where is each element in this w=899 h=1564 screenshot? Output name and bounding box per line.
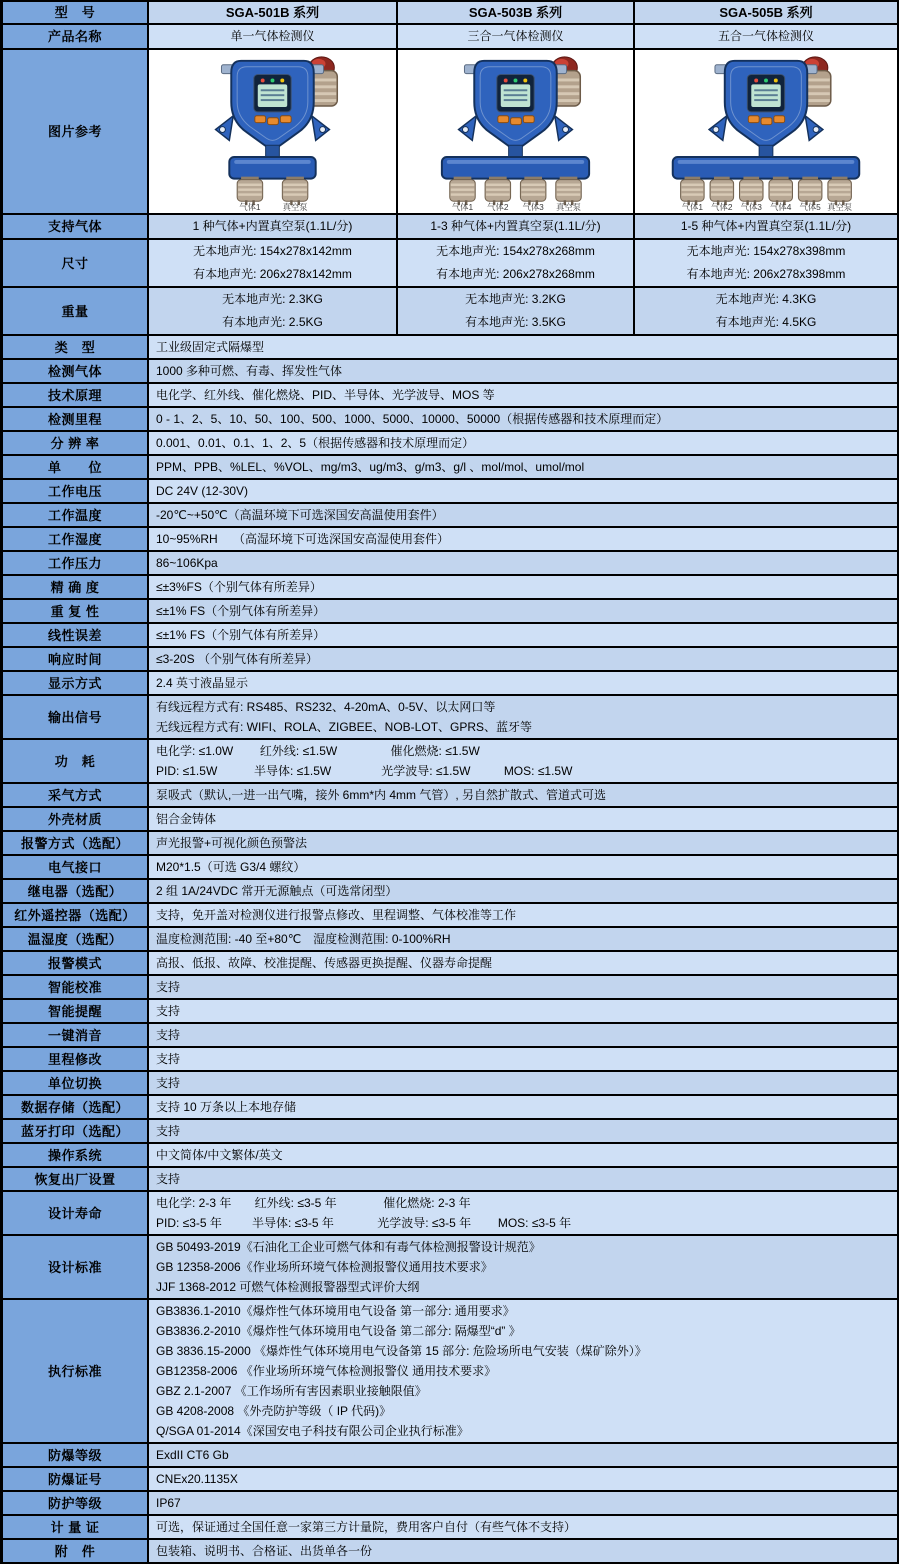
row-label: 报警模式 <box>3 952 149 974</box>
spec-value-cell <box>149 976 897 998</box>
spec-value-cell <box>149 360 897 382</box>
spec-value-line: GB3836.2-2010《爆炸性气体环境用电气设备 第二部分: 隔爆型“d” 》 <box>156 1324 521 1338</box>
table-row <box>3 740 897 784</box>
spec-value-cell <box>149 856 897 878</box>
spec-value-line: GB12358-2006 《作业场所环境气体检测报警仪 通用技术要求》 <box>156 1364 497 1378</box>
spec-value-cell <box>149 504 897 526</box>
model-series-cell <box>149 2 398 23</box>
spec-value-cell <box>149 740 897 782</box>
table-row <box>3 288 897 336</box>
spec-value-line: 2 组 1A/24VDC 常开无源触点（可选常闭型） <box>156 884 398 898</box>
spec-value-cell <box>149 480 897 502</box>
svg-text:气体3: 气体3 <box>740 202 762 212</box>
spec-value-line: 有线远程方式有: RS485、RS232、4-20mA、0-5V、以太网口等 <box>156 700 496 714</box>
model-series-cell <box>635 2 897 23</box>
cell-text: 有本地声光: 4.5KG <box>715 315 817 329</box>
spec-value-line: DC 24V (12-30V) <box>156 484 249 498</box>
row-label: 报警方式（选配） <box>3 832 149 854</box>
svg-text:气体2: 气体2 <box>711 202 733 212</box>
spec-value-cell <box>149 336 897 358</box>
row-label: 计 量 证 <box>3 1516 149 1538</box>
cell-text: 无本地声光: 4.3KG <box>715 292 817 306</box>
spec-value-cell <box>149 624 897 646</box>
cell-text: 无本地声光: 154x278x142mm <box>193 244 352 258</box>
row-label: 附 件 <box>3 1540 149 1562</box>
row-label: 外壳材质 <box>3 808 149 830</box>
spec-value-line: 86~106Kpa <box>156 556 218 570</box>
table-row <box>3 856 897 880</box>
model-value-cell <box>398 25 635 48</box>
model-value-cell <box>398 215 635 238</box>
row-label: 响应时间 <box>3 648 149 670</box>
spec-value-line: 支持 <box>156 1076 181 1090</box>
table-row <box>3 1144 897 1168</box>
row-label: 技术原理 <box>3 384 149 406</box>
row-label: 工作湿度 <box>3 528 149 550</box>
cell-text: 三合一气体检测仪 <box>467 29 564 43</box>
spec-value-line: 中文简体/中文繁体/英文 <box>156 1148 283 1162</box>
table-row <box>3 928 897 952</box>
spec-value-cell <box>149 1024 897 1046</box>
cell-text: 有本地声光: 206x278x142mm <box>193 267 352 281</box>
product-photo-cell <box>398 50 635 213</box>
table-row <box>3 408 897 432</box>
spec-value-line: CNEx20.1135X <box>156 1472 238 1486</box>
table-row <box>3 384 897 408</box>
spec-value-line: Q/SGA 01-2014《深国安电子科技有限公司企业执行标准》 <box>156 1424 469 1438</box>
row-label: 精 确 度 <box>3 576 149 598</box>
row-label: 执行标准 <box>3 1300 149 1442</box>
spec-value-line: 1000 多种可燃、有毒、挥发性气体 <box>156 364 343 378</box>
table-row <box>3 1236 897 1300</box>
spec-value-line: 0 - 1、2、5、10、50、100、500、1000、5000、10000、50000（根据传感器和技术原理而定） <box>156 412 669 426</box>
table-row <box>3 624 897 648</box>
spec-value-cell <box>149 456 897 478</box>
table-row <box>3 1492 897 1516</box>
spec-value-cell <box>149 576 897 598</box>
gas-detector-image <box>149 51 396 212</box>
spec-value-line: 支持 <box>156 1052 181 1066</box>
spec-value-cell <box>149 1168 897 1190</box>
table-row <box>3 1516 897 1540</box>
spec-value-line: 10~95%RH （高湿环境下可选深国安高湿使用套件） <box>156 532 450 546</box>
svg-text:气体1: 气体1 <box>239 202 261 212</box>
spec-value-line: 支持 <box>156 1028 181 1042</box>
row-label: 红外遥控器（选配） <box>3 904 149 926</box>
spec-value-cell <box>149 408 897 430</box>
spec-value-line: 电化学、红外线、催化燃烧、PID、半导体、光学波导、MOS 等 <box>156 388 495 402</box>
spec-value-cell <box>149 1300 897 1442</box>
spec-value-cell <box>149 1144 897 1166</box>
table-row <box>3 1444 897 1468</box>
svg-text:气体2: 气体2 <box>487 202 509 212</box>
table-row <box>3 952 897 976</box>
row-label: 重量 <box>3 288 149 334</box>
table-row <box>3 25 897 50</box>
table-row <box>3 528 897 552</box>
spec-value-cell <box>149 1444 897 1466</box>
model-value-cell <box>149 240 398 286</box>
row-label: 操作系统 <box>3 1144 149 1166</box>
spec-value-cell <box>149 1468 897 1490</box>
spec-value-cell <box>149 552 897 574</box>
spec-value-line: 高报、低报、故障、校准提醒、传感器更换提醒、仪器寿命提醒 <box>156 956 493 970</box>
cell-text: 无本地声光: 3.2KG <box>465 292 566 306</box>
row-label: 恢复出厂设置 <box>3 1168 149 1190</box>
spec-value-cell <box>149 696 897 738</box>
row-label: 显示方式 <box>3 672 149 694</box>
row-label: 工作电压 <box>3 480 149 502</box>
table-row <box>3 832 897 856</box>
gas-detector-image <box>635 51 897 212</box>
product-photo-cell <box>635 50 897 213</box>
spec-value-line: GBZ 2.1-2007 《工作场所有害因素职业接触限值》 <box>156 1384 427 1398</box>
cell-text: 无本地声光: 2.3KG <box>222 292 323 306</box>
row-label: 分 辨 率 <box>3 432 149 454</box>
row-label: 智能校准 <box>3 976 149 998</box>
table-row <box>3 784 897 808</box>
spec-value-line: ≤±1% FS（个别气体有所差异） <box>156 604 326 618</box>
table-row <box>3 1192 897 1236</box>
svg-text:气体5: 气体5 <box>799 202 821 212</box>
row-label: 采气方式 <box>3 784 149 806</box>
svg-text:气体1: 气体1 <box>681 202 704 212</box>
spec-value-cell <box>149 1236 897 1298</box>
model-value-cell <box>149 288 398 334</box>
spec-value-line: 声光报警+可视化颜色预警法 <box>156 836 308 850</box>
svg-text:气体4: 气体4 <box>770 202 792 212</box>
svg-text:真空泵: 真空泵 <box>827 202 853 212</box>
spec-value-cell <box>149 880 897 902</box>
model-value-cell <box>149 215 398 238</box>
row-label: 电气接口 <box>3 856 149 878</box>
table-row <box>3 1468 897 1492</box>
spec-value-line: 支持，免开盖对检测仪进行报警点修改、里程调整、气体校准等工作 <box>156 908 517 922</box>
spec-value-line: ≤±1% FS（个别气体有所差异） <box>156 628 326 642</box>
row-label: 检测里程 <box>3 408 149 430</box>
row-label: 产品名称 <box>3 25 149 48</box>
row-label: 类 型 <box>3 336 149 358</box>
cell-text: 有本地声光: 3.5KG <box>465 315 566 329</box>
model-value-cell <box>398 288 635 334</box>
spec-value-line: M20*1.5（可选 G3/4 螺纹） <box>156 860 306 874</box>
row-label: 防爆等级 <box>3 1444 149 1466</box>
row-label: 里程修改 <box>3 1048 149 1070</box>
table-row <box>3 1048 897 1072</box>
spec-value-cell <box>149 1120 897 1142</box>
row-label: 型 号 <box>3 2 149 23</box>
table-row <box>3 672 897 696</box>
table-row <box>3 1120 897 1144</box>
spec-value-line: 0.001、0.01、0.1、1、2、5（根据传感器和技术原理而定） <box>156 436 475 450</box>
cell-text: 1 种气体+内置真空泵(1.1L/分) <box>192 219 353 233</box>
row-label: 继电器（选配） <box>3 880 149 902</box>
spec-value-line: IP67 <box>156 1496 181 1510</box>
row-label: 支持气体 <box>3 215 149 238</box>
spec-value-line: 无线远程方式有: WIFI、ROLA、ZIGBEE、NOB-LOT、GPRS、蓝牙等 <box>156 720 533 734</box>
cell-text: SGA-501B 系列 <box>225 5 320 20</box>
spec-value-cell <box>149 1096 897 1118</box>
row-label: 防爆证号 <box>3 1468 149 1490</box>
spec-value-line: ExdII CT6 Gb <box>156 1448 229 1462</box>
gas-detector-image <box>398 51 633 212</box>
table-row <box>3 808 897 832</box>
table-row <box>3 600 897 624</box>
spec-value-cell <box>149 528 897 550</box>
spec-value-line: GB3836.1-2010《爆炸性气体环境用电气设备 第一部分: 通用要求》 <box>156 1304 515 1318</box>
spec-value-line: GB 3836.15-2000 《爆炸性气体环境用电气设备第 15 部分: 危险场所电气安装（煤矿除外）》 <box>156 1344 647 1358</box>
cell-text: 单一气体检测仪 <box>230 29 315 43</box>
spec-value-cell <box>149 384 897 406</box>
model-series-cell <box>398 2 635 23</box>
table-row <box>3 696 897 740</box>
row-label: 检测气体 <box>3 360 149 382</box>
spec-value-cell <box>149 600 897 622</box>
spec-value-line: 支持 <box>156 1172 181 1186</box>
spec-value-line: PID: ≤3-5 年 半导体: ≤3-5 年 光学波导: ≤3-5 年 MOS: ≤3-5 年 <box>156 1216 572 1230</box>
spec-value-line: 可选，保证通过全国任意一家第三方计量院，费用客户自付（有些气体不支持） <box>156 1520 577 1534</box>
cell-text: SGA-505B 系列 <box>719 5 813 20</box>
table-row <box>3 552 897 576</box>
spec-value-cell <box>149 904 897 926</box>
svg-text:气体1: 气体1 <box>451 202 474 212</box>
cell-text: 有本地声光: 206x278x268mm <box>436 267 595 281</box>
table-row <box>3 976 897 1000</box>
row-label: 设计标准 <box>3 1236 149 1298</box>
table-row <box>3 50 897 215</box>
spec-value-line: ≤±3%FS（个别气体有所差异） <box>156 580 322 594</box>
row-label: 智能提醒 <box>3 1000 149 1022</box>
table-row <box>3 576 897 600</box>
svg-text:气体3: 气体3 <box>522 202 544 212</box>
table-row <box>3 1000 897 1024</box>
table-row <box>3 215 897 240</box>
table-row <box>3 432 897 456</box>
row-label: 蓝牙打印（选配） <box>3 1120 149 1142</box>
spec-value-cell <box>149 784 897 806</box>
table-row <box>3 1096 897 1120</box>
row-label: 单位切换 <box>3 1072 149 1094</box>
row-label: 温湿度（选配） <box>3 928 149 950</box>
table-row <box>3 1168 897 1192</box>
table-row <box>3 456 897 480</box>
spec-value-cell <box>149 1072 897 1094</box>
spec-value-line: PPM、PPB、%LEL、%VOL、mg/m3、ug/m3、g/m3、g/l 、mol/mol、umol/mol <box>156 460 585 474</box>
spec-value-cell <box>149 1000 897 1022</box>
spec-value-cell <box>149 1192 897 1234</box>
table-row <box>3 360 897 384</box>
row-label: 单 位 <box>3 456 149 478</box>
spec-value-line: GB 12358-2006《作业场所环境气体检测报警仪通用技术要求》 <box>156 1260 493 1274</box>
spec-value-line: JJF 1368-2012 可燃气体检测报警器型式评价大纲 <box>156 1280 420 1294</box>
spec-value-cell <box>149 832 897 854</box>
table-row <box>3 1024 897 1048</box>
row-label: 图片参考 <box>3 50 149 213</box>
spec-value-line: 支持 10 万条以上本地存储 <box>156 1100 297 1114</box>
spec-value-line: 温度检测范围: -40 至+80℃ 湿度检测范围: 0-100%RH <box>156 932 451 946</box>
cell-text: 有本地声光: 2.5KG <box>222 315 323 329</box>
spec-value-line: 支持 <box>156 1004 181 1018</box>
spec-value-cell <box>149 928 897 950</box>
cell-text: SGA-503B 系列 <box>468 5 563 20</box>
spec-value-line: 包装箱、说明书、合格证、出货单各一份 <box>156 1544 373 1558</box>
spec-value-line: 电化学: 2-3 年 红外线: ≤3-5 年 催化燃烧: 2-3 年 <box>156 1196 471 1210</box>
svg-text:真空泵: 真空泵 <box>556 202 582 212</box>
row-label: 工作温度 <box>3 504 149 526</box>
spec-value-cell <box>149 1048 897 1070</box>
model-value-cell <box>635 288 897 334</box>
table-row <box>3 1540 897 1562</box>
spec-value-cell <box>149 1516 897 1538</box>
table-row <box>3 240 897 288</box>
table-row <box>3 504 897 528</box>
spec-value-line: 工业级固定式隔爆型 <box>156 340 265 354</box>
spec-value-cell <box>149 672 897 694</box>
spec-value-line: GB 50493-2019《石油化工企业可燃气体和有毒气体检测报警设计规范》 <box>156 1240 541 1254</box>
row-label: 重 复 性 <box>3 600 149 622</box>
spec-value-cell <box>149 1540 897 1562</box>
cell-text: 无本地声光: 154x278x398mm <box>686 244 846 258</box>
model-value-cell <box>635 240 897 286</box>
spec-value-cell <box>149 432 897 454</box>
model-value-cell <box>635 215 897 238</box>
spec-value-line: 泵吸式（默认,一进一出气嘴，接外 6mm*内 4mm 气管）, 另自然扩散式、管道式可选 <box>156 788 607 802</box>
row-label: 工作压力 <box>3 552 149 574</box>
spec-value-line: 2.4 英寸液晶显示 <box>156 676 249 690</box>
spec-value-line: GB 4208-2008 《外壳防护等级（ IP 代码)》 <box>156 1404 392 1418</box>
spec-value-line: 支持 <box>156 980 181 994</box>
spec-value-line: 支持 <box>156 1124 181 1138</box>
table-row <box>3 1072 897 1096</box>
spec-value-line: -20℃~+50℃（高温环境下可选深国安高温使用套件） <box>156 508 444 522</box>
table-row <box>3 648 897 672</box>
spec-value-line: ≤3-20S （个别气体有所差异） <box>156 652 318 666</box>
table-row <box>3 336 897 360</box>
svg-text:真空泵: 真空泵 <box>282 202 308 212</box>
row-label: 尺寸 <box>3 240 149 286</box>
cell-text: 无本地声光: 154x278x268mm <box>436 244 595 258</box>
model-value-cell <box>635 25 897 48</box>
model-value-cell <box>149 25 398 48</box>
cell-text: 五合一气体检测仪 <box>717 29 814 43</box>
table-row <box>3 1300 897 1444</box>
spec-value-line: 铝合金铸体 <box>156 812 217 826</box>
row-label: 防护等级 <box>3 1492 149 1514</box>
cell-text: 有本地声光: 206x278x398mm <box>686 267 846 281</box>
row-label: 线性误差 <box>3 624 149 646</box>
table-row <box>3 904 897 928</box>
row-label: 功 耗 <box>3 740 149 782</box>
spec-value-line: PID: ≤1.5W 半导体: ≤1.5W 光学波导: ≤1.5W MOS: ≤1.5W <box>156 764 573 778</box>
table-row <box>3 2 897 25</box>
table-row <box>3 880 897 904</box>
row-label: 一键消音 <box>3 1024 149 1046</box>
row-label: 数据存储（选配） <box>3 1096 149 1118</box>
product-photo-cell <box>149 50 398 213</box>
spec-value-line: 电化学: ≤1.0W 红外线: ≤1.5W 催化燃烧: ≤1.5W <box>156 744 480 758</box>
cell-text: 1-5 种气体+内置真空泵(1.1L/分) <box>680 219 852 233</box>
model-value-cell <box>398 240 635 286</box>
spec-value-cell <box>149 808 897 830</box>
row-label: 设计寿命 <box>3 1192 149 1234</box>
spec-value-cell <box>149 648 897 670</box>
spec-value-cell <box>149 1492 897 1514</box>
spec-value-cell <box>149 952 897 974</box>
row-label: 输出信号 <box>3 696 149 738</box>
cell-text: 1-3 种气体+内置真空泵(1.1L/分) <box>430 219 601 233</box>
table-row <box>3 480 897 504</box>
